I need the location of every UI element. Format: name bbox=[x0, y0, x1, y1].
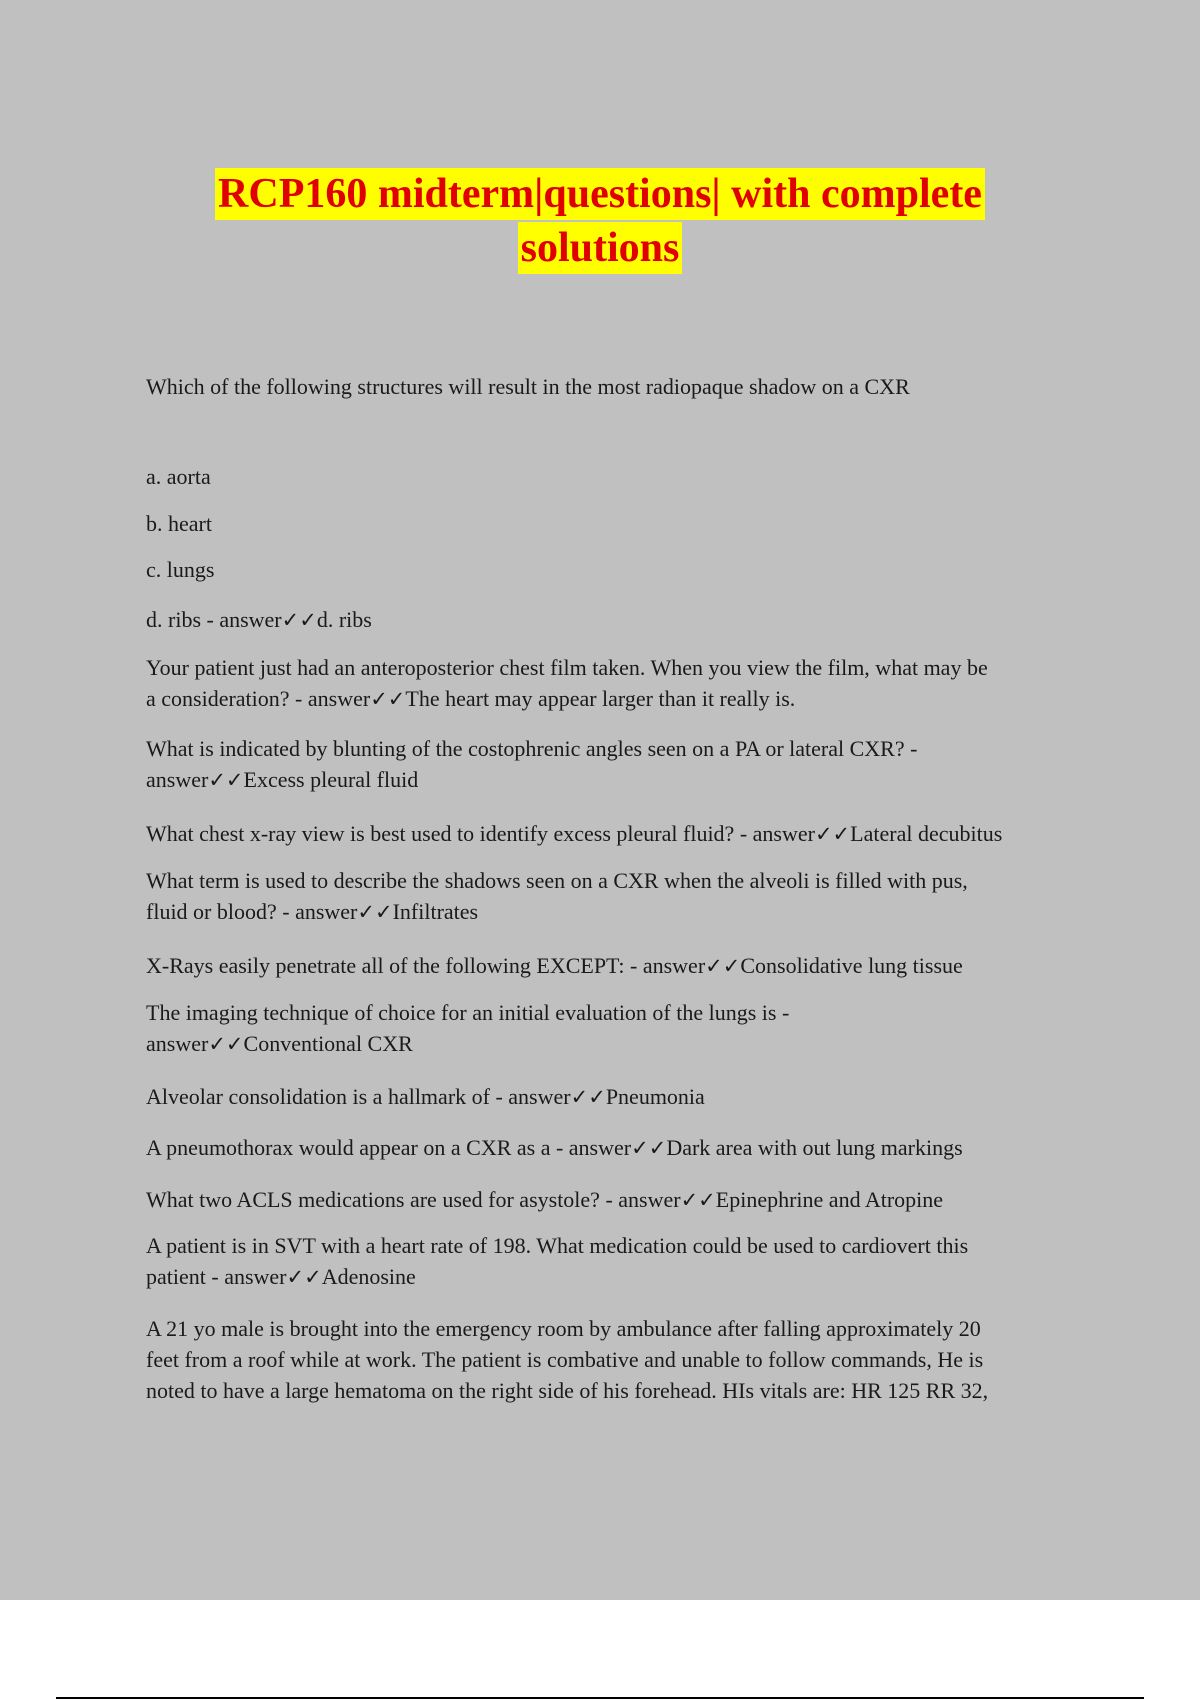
title-line-2: solutions bbox=[518, 222, 683, 274]
check-mark-icon: ✓✓ bbox=[286, 1265, 322, 1289]
option-d bbox=[146, 603, 1096, 637]
answer-text: The heart may appear larger than it really is. bbox=[405, 686, 796, 711]
answer-text: d. ribs bbox=[316, 607, 372, 632]
check-mark-icon: ✓✓ bbox=[370, 687, 406, 711]
answer-text: Infiltrates bbox=[392, 899, 479, 924]
answer-text: Epinephrine and Atropine bbox=[715, 1187, 944, 1212]
final-paragraph: A 21 yo male is brought into the emergency room by ambulance after falling approximately 20 feet from a roof while at work. The patient is combative and unable to follow commands, He is noted to have a large hematoma on the right side of his forehead. HIs vitals are: HR 125 RR 32, bbox=[146, 1316, 989, 1403]
qa-item: The imaging technique of choice for an initial evaluation of the lungs is - answer✓✓Conventional CXR bbox=[146, 1000, 790, 1056]
check-mark-icon: ✓✓ bbox=[208, 768, 244, 792]
check-mark-icon: ✓✓ bbox=[631, 1136, 667, 1160]
qa-item: A pneumothorax would appear on a CXR as a - answer✓✓Dark area with out lung markings bbox=[146, 1135, 963, 1160]
qa-item: A patient is in SVT with a heart rate of 198. What medication could be used to cardiovert this patient - answer✓✓Adenosine bbox=[146, 1233, 969, 1289]
answer-text: Pneumonia bbox=[605, 1084, 705, 1109]
answer-text: Adenosine bbox=[321, 1264, 416, 1289]
question-stem: Which of the following structures will result in the most radiopaque shadow on a CXR bbox=[146, 374, 910, 399]
check-mark-icon: ✓✓ bbox=[705, 954, 741, 978]
answer-text: Lateral decubitus bbox=[850, 821, 1003, 846]
qa-item: What two ACLS medications are used for asystole? - answer✓✓Epinephrine and Atropine bbox=[146, 1187, 944, 1212]
check-mark-icon: ✓✓ bbox=[208, 1032, 244, 1056]
qa-item: Your patient just had an anteroposterior chest film taken. When you view the film, what may be a consideration? - answer✓✓The heart may appear larger than it really is. bbox=[146, 655, 988, 711]
qa-item: Alveolar consolidation is a hallmark of - answer✓✓Pneumonia bbox=[146, 1084, 705, 1109]
qa-item: X-Rays easily penetrate all of the following EXCEPT: - answer✓✓Consolidative lung tissue bbox=[146, 953, 963, 978]
qa-item: What term is used to describe the shadows seen on a CXR when the alveoli is filled with pus, fluid or blood? - answer✓✓Infiltrates bbox=[146, 868, 968, 924]
answer-text: Dark area with out lung markings bbox=[666, 1135, 963, 1160]
answer-text: Consolidative lung tissue bbox=[740, 953, 963, 978]
check-mark-icon: ✓✓ bbox=[814, 822, 851, 846]
option-b: b. heart bbox=[146, 511, 212, 536]
option-d-text: d. ribs - answer bbox=[146, 607, 282, 632]
title-line-1: RCP160 midterm|questions| with complete bbox=[215, 168, 985, 220]
qa-item: What chest x-ray view is best used to identify excess pleural fluid? - answer✓✓Lateral decubitus bbox=[146, 821, 1003, 846]
document-title bbox=[0, 168, 1200, 276]
option-a: a. aorta bbox=[146, 464, 211, 489]
footer-divider bbox=[56, 1697, 1144, 1699]
check-mark-icon: ✓✓ bbox=[357, 900, 393, 924]
option-c: c. lungs bbox=[146, 557, 215, 582]
check-mark-icon: ✓✓ bbox=[680, 1188, 716, 1212]
answer-text: Conventional CXR bbox=[243, 1031, 413, 1056]
check-mark-icon: ✓✓ bbox=[281, 608, 317, 632]
qa-item: What is indicated by blunting of the costophrenic angles seen on a PA or lateral CXR? - answer✓✓Excess pleural fluid bbox=[146, 736, 918, 792]
answer-text: Excess pleural fluid bbox=[243, 767, 419, 792]
check-mark-icon: ✓✓ bbox=[570, 1085, 606, 1109]
